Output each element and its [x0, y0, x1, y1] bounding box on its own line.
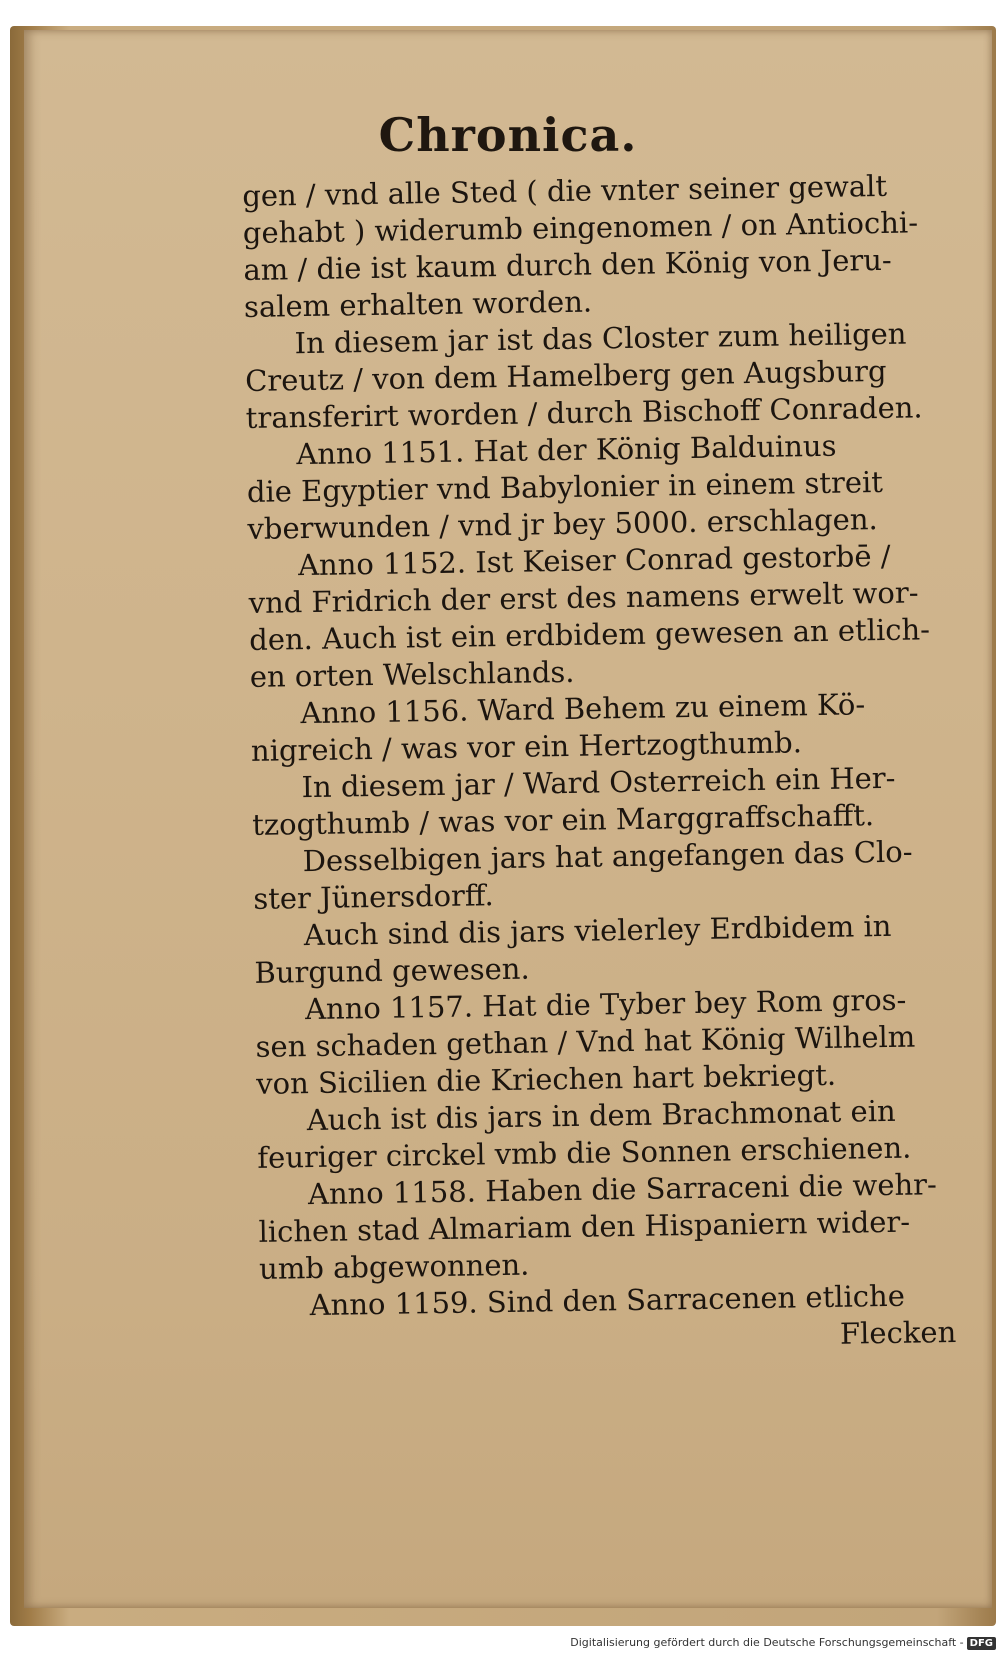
text-line: feuriger circkel vmb die Sonnen erschienen.: [257, 1130, 912, 1175]
text-line: Anno 1156. Ward Behem zu einem Kö-: [300, 687, 866, 731]
running-head: Chronica.: [378, 108, 638, 162]
digitization-credit: [570, 1636, 996, 1650]
text-line: Burgund gewesen.: [254, 951, 530, 990]
text-line: nigreich / was vor ein Hertzogthumb.: [250, 725, 803, 768]
text-line: transferirt worden / durch Bischoff Conraden.: [245, 390, 923, 435]
text-line: den. Auch ist ein erdbidem gewesen an etlich-: [248, 612, 931, 657]
text-line: en orten Welschlands.: [249, 654, 575, 694]
catchword: Flecken: [839, 1314, 957, 1351]
text-line: In diesem jar / Ward Osterreich ein Her-: [301, 760, 896, 805]
text-line: vnd Fridrich der erst des namens erwelt wor-: [248, 575, 919, 620]
dfg-logo: DFG: [967, 1637, 996, 1650]
text-line: Creutz / von dem Hamelberg gen Augsburg: [244, 353, 887, 398]
text-line: am / die ist kaum durch den König von Jeru-: [243, 242, 892, 287]
text-line: Desselbigen jars hat angefangen das Clo-: [302, 834, 913, 879]
text-line: Anno 1157. Hat die Tyber bey Rom gros-: [304, 982, 907, 1027]
text-line: von Sicilien die Kriechen hart bekriegt.: [255, 1057, 837, 1101]
text-line: ster Jünersdorff.: [253, 878, 494, 916]
text-line: gehabt ) widerumb eingenomen / on Antiochi-: [242, 205, 919, 250]
text-line: salem erhalten worden.: [243, 284, 593, 324]
text-line: Auch ist dis jars in dem Brachmonat ein: [306, 1093, 896, 1138]
text-line: In diesem jar ist das Closter zum heiligen: [294, 316, 907, 361]
body-text: [242, 167, 961, 1362]
text-line: lichen stad Almariam den Hispaniern wider-: [258, 1204, 911, 1249]
text-line: umb abgewonnen.: [258, 1247, 530, 1286]
text-line: gen / vnd alle Sted ( die vnter seiner gewalt: [242, 168, 888, 213]
text-line: Auch sind dis jars vielerley Erdbidem in: [303, 908, 892, 953]
credit-text: Digitalisierung gefördert durch die Deutsche Forschungsgemeinschaft -: [570, 1636, 964, 1649]
text-line: Anno 1159. Sind den Sarracenen etliche: [309, 1278, 906, 1323]
paper-page: [24, 30, 992, 1608]
text-line: die Egyptier vnd Babylonier in einem streit: [246, 464, 884, 509]
text-line: Anno 1152. Ist Keiser Conrad gestorbē /: [297, 538, 891, 583]
text-line: Anno 1151. Hat der König Balduinus: [296, 428, 837, 472]
text-line: Anno 1158. Haben die Sarraceni die wehr-: [307, 1167, 938, 1212]
text-line: vberwunden / vnd jr bey 5000. erschlagen.: [247, 502, 878, 546]
text-line: tzogthumb / was vor ein Marggraffschafft.: [251, 798, 875, 842]
text-line: sen schaden gethan / Vnd hat König Wilhelm: [255, 1019, 916, 1064]
